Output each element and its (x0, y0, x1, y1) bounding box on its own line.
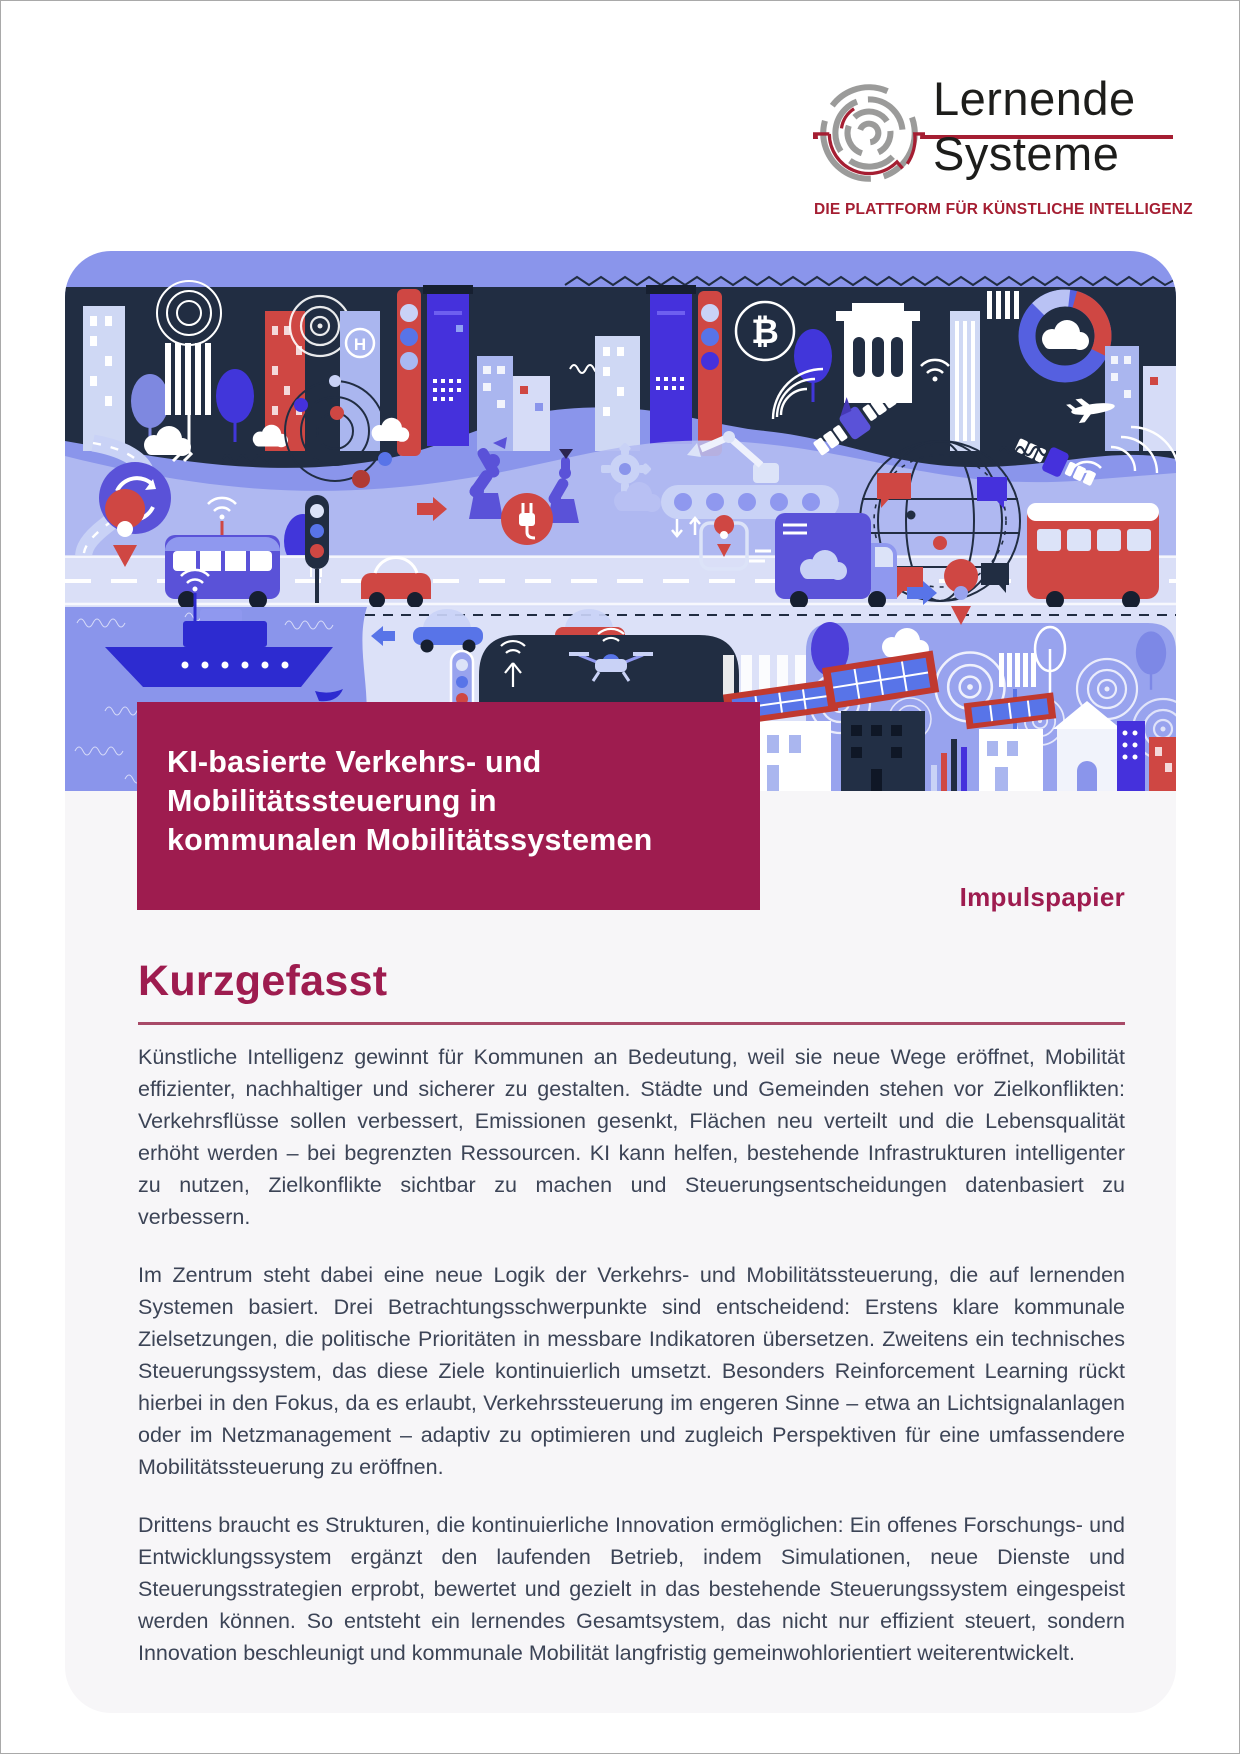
cover-card (65, 251, 1176, 1713)
section-heading: Kurzgefasst (138, 957, 388, 1005)
summary-body (138, 1041, 1125, 1695)
svg-text:H: H (353, 335, 367, 354)
doc-type-label: Impulspapier (959, 882, 1125, 912)
logo-tagline: DIE PLATTFORM FÜR KÜNSTLICHE INTELLIGENZ (814, 201, 1193, 218)
classical-building (836, 303, 920, 403)
body-paragraph-3: Drittens braucht es Strukturen, die kontinuierliche Innovation ermöglichen: Ein offenes Forschungs- und Entwicklungssystem ergänzt den laufenden Betrieb, indem Simulationen, neue Dienste und Steuerungsstrategien erprobt, bewertet und gezielt in das bestehende Steuerungssystem eingespeist werden können. So entsteht ein lernendes Gesamtsystem, das nicht nur effizient steuert, sondern Innovation beschleunigt und kommunale Mobilität langfristig gemeinwohlorientiert weiterentwickelt. (138, 1513, 1125, 1665)
logo-word-1: Lernende (933, 72, 1136, 125)
title-line-3: kommunalen Mobilitätssystemen (167, 823, 653, 857)
title-line-1: KI-basierte Verkehrs- und (167, 745, 542, 779)
logo-maze-icon (813, 77, 925, 189)
heading-rule (138, 1022, 1125, 1025)
body-paragraph-1: Künstliche Intelligenz gewinnt für Kommunen an Bedeutung, weil sie neue Wege eröffnet, Mobilität effizienter, nachhaltiger und sicherer zu gestalten. Städte und Gemeinden stehen vor Zielkonflikten: Verkehrsflüsse sollen verbessert, Emissionen gesenkt, Flächen neu verteilt und die Lebensqualität erhöht werden – bei begrenzten Ressourcen. KI kann helfen, bestehende Infrastrukturen intelligenter zu nutzen, Zielkonflikte sichtbar zu machen und Steuerungsentscheidungen datenbasiert zu verbessern. (138, 1045, 1125, 1229)
body-paragraph-2: Im Zentrum steht dabei eine neue Logik der Verkehrs- und Mobilitätssteuerung, die auf lernenden Systemen basiert. Drei Betrachtungsschwerpunkte sind entscheidend: Erstens klare kommunale Zielsetzungen, die politische Prioritäten in messbare Indikatoren übersetzen. Zweitens ein technisches Steuerungssystem, das diese Ziele kontinuierlich umsetzt. Besonders Reinforcement Learning rückt hierbei in den Fokus, da es erlaubt, Verkehrssteuerung im engeren Sinne – etwa an Lichtsignalanlagen oder im Netzmanagement – adaptiv zu optimieren und zugleich Perspektiven für eine umfassendere Mobilitätssteuerung zu eröffnen. (138, 1263, 1125, 1479)
title-line-2: Mobilitätssteuerung in (167, 784, 497, 818)
traffic-tower-icon (698, 291, 722, 456)
plug-icon (501, 493, 553, 545)
skyline (65, 281, 1176, 468)
svg-text:₿: ₿ (751, 313, 779, 351)
logo-word-2: Systeme (933, 127, 1120, 180)
logo (813, 72, 1193, 225)
title-box (137, 702, 760, 910)
logo-wordmark (933, 71, 1136, 181)
